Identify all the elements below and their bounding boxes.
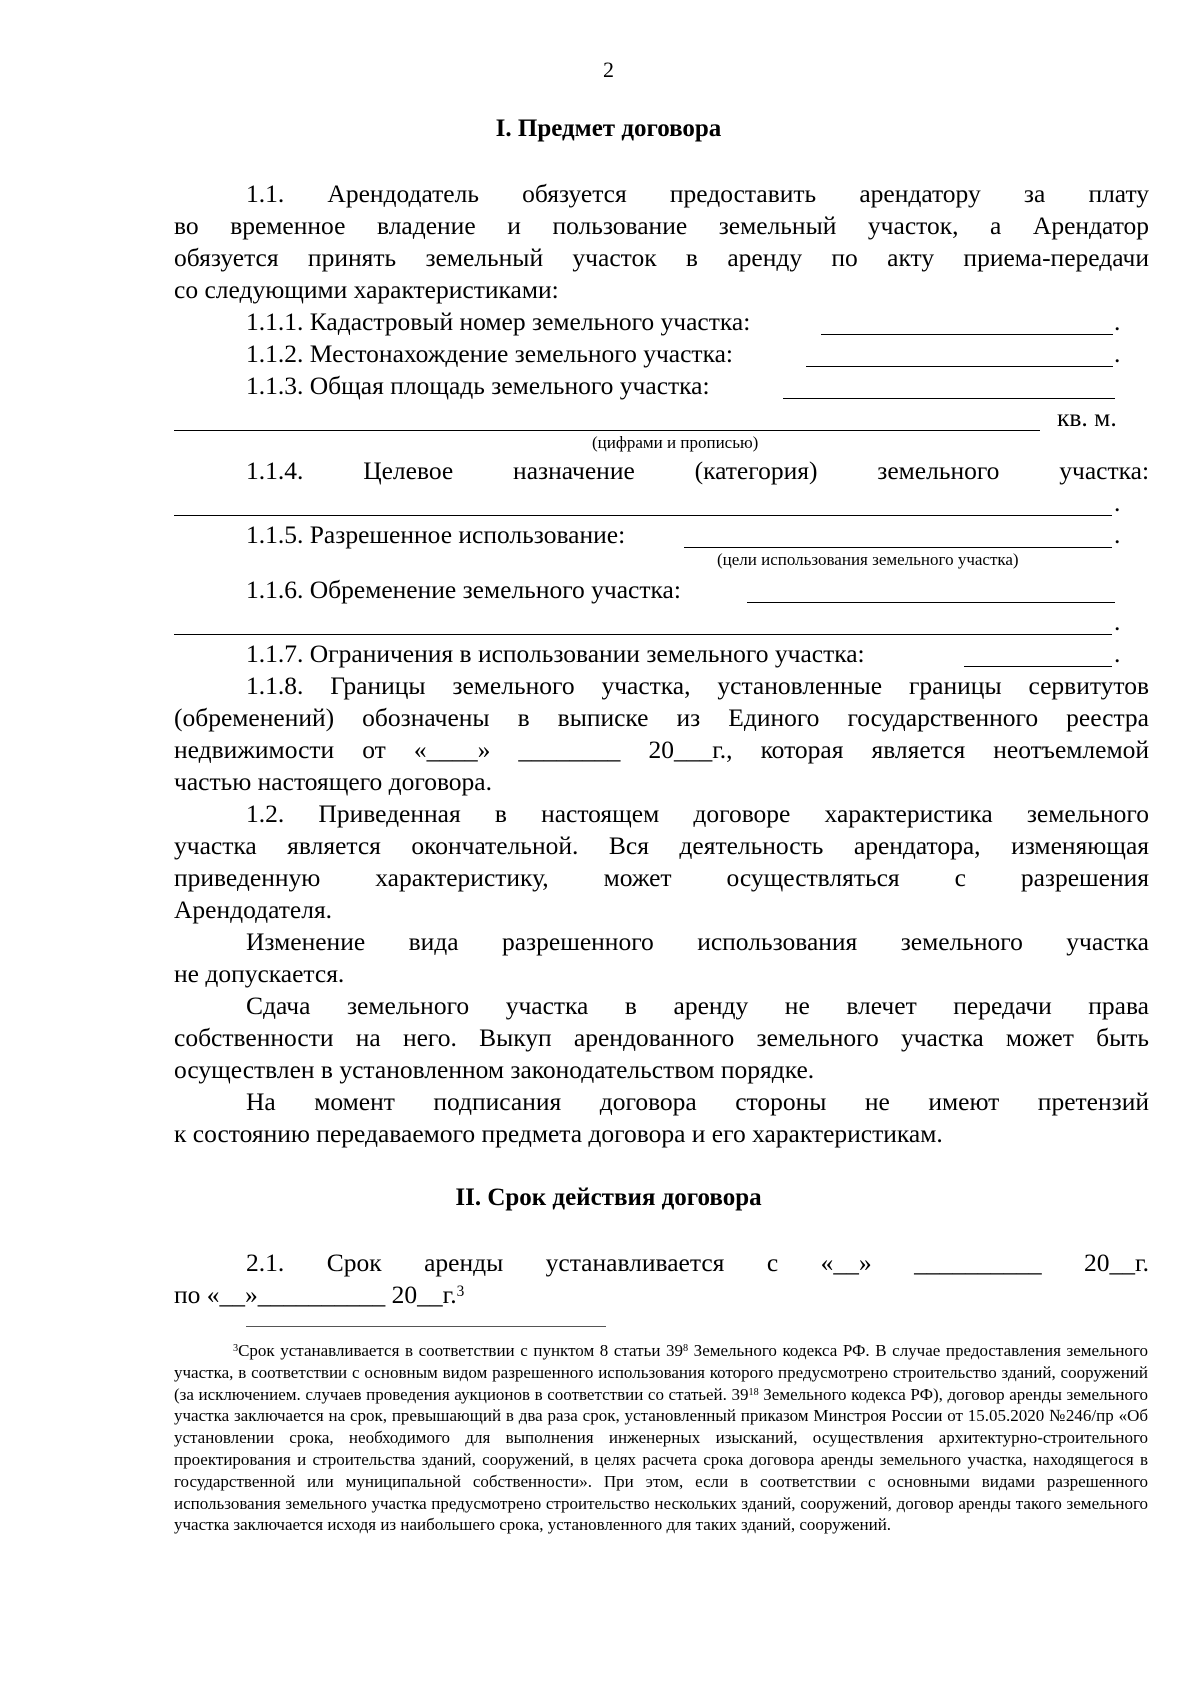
permitted-use-caption: (цели использования земельного участка) — [717, 550, 1019, 569]
area-blank-1 — [783, 398, 1115, 399]
period: . — [1114, 639, 1121, 668]
area-unit: кв. м. — [1057, 403, 1117, 432]
clause-2-1-line-1: 2.1. Срок аренды устанавливается с «__» __________ 20__г. — [246, 1248, 1149, 1277]
purpose-blank — [174, 515, 1112, 516]
cadastral-number-blank — [821, 334, 1113, 335]
item-1-1-1-label: 1.1.1. Кадастровый номер земельного участка: — [246, 307, 751, 336]
area-caption: (цифрами и прописью) — [592, 433, 759, 452]
section-1-title: I. Предмет договора — [495, 115, 722, 142]
item-1-1-7-label: 1.1.7. Ограничения в использовании земельного участка: — [246, 639, 865, 668]
encumbrance-blank-2 — [174, 634, 1112, 635]
footnote-separator — [246, 1326, 606, 1327]
clause-1-2-line-3: приведенную характеристику, может осуществляться с разрешения — [174, 863, 1150, 892]
clause-1-1-line-2: во временное владение и пользование земельный участок, а Арендатор — [174, 211, 1149, 240]
clause-1-1-line-1: 1.1. Арендодатель обязуется предоставить арендатору за плату — [246, 179, 1150, 208]
item-1-1-8-line-1: 1.1.8. Границы земельного участка, установленные границы сервитутов — [246, 671, 1149, 700]
item-1-1-2-label: 1.1.2. Местонахождение земельного участка: — [246, 339, 733, 368]
para-lease-line-1: Сдача земельного участка в аренду не влечет передачи права — [246, 991, 1149, 1020]
page-number: 2 — [603, 57, 614, 82]
area-blank-2 — [174, 430, 1040, 431]
clause-2-1-line-2: по «__»__________ 20__г.$^3$ — [174, 1280, 465, 1309]
para-lease-line-2: собственности на него. Выкуп арендованного земельного участка может быть — [174, 1023, 1149, 1052]
item-1-1-4-label: 1.1.4. Целевое назначение (категория) земельного участка: — [246, 456, 1150, 485]
period: . — [1114, 488, 1121, 517]
para-change-line-2: не допускается. — [174, 959, 345, 988]
para-moment-line-1: На момент подписания договора стороны не имеют претензий — [246, 1087, 1149, 1116]
item-1-1-3-label: 1.1.3. Общая площадь земельного участка: — [246, 371, 710, 400]
permitted-use-blank — [684, 547, 1112, 548]
encumbrance-blank-1 — [747, 602, 1115, 603]
footnote: $^3$Срок устанавливается в соответствии с пунктом 8 статьи $39^8$ Земельного кодекса РФ. В случае предоставления земельного участка, в соответствии с основным видом разрешенного использования которого предусмотрено строительство зданий, сооружений (за исключением. случаев проведения аукционов в соответствии со статьей. $39^{18}$ Земельного кодекса РФ), договор аренды земельного участка заключается на срок, превышающий в два раза срок, установленный приказом Минстроя России от 15.05.2020 №246/пр «Об установлении срока, необходимого для выполнения инженерных изысканий, осуществления архитектурно-строительного проектирования и строительства зданий, сооружений, в целях расчета срока договора аренды земельного участка, находящегося в государственной или муниципальной собственности». При этом, если в соответствии с основными видами разрешенного использования земельного участка предусмотрено строительство нескольких зданий, сооружений, договор аренды такого земельного участка заключается исходя из наибольшего срока, установленного для таких зданий, сооружений. — [174, 1341, 1148, 1535]
clause-1-2-line-2: участка является окончательной. Вся деятельность арендатора, изменяющая — [174, 831, 1149, 860]
item-1-1-5-label: 1.1.5. Разрешенное использование: — [246, 520, 626, 549]
item-1-1-8-line-2: (обременений) обозначены в выписке из Единого государственного реестра — [174, 703, 1149, 732]
restrictions-blank — [964, 666, 1112, 667]
item-1-1-8-line-4: частью настоящего договора. — [174, 767, 493, 796]
clause-1-2-line-1: 1.2. Приведенная в настоящем договоре характеристика земельного — [246, 799, 1149, 828]
clause-1-2-line-4: Арендодателя. — [174, 895, 333, 924]
period: . — [1114, 607, 1121, 636]
item-1-1-8-line-3: недвижимости от «____» ________ 20___г., которая является неотъемлемой — [174, 735, 1149, 764]
location-blank — [806, 366, 1113, 367]
footnote-ref[interactable]: 3 — [456, 1283, 465, 1301]
para-change-line-1: Изменение вида разрешенного использования земельного участка — [246, 927, 1149, 956]
clause-1-1-line-3: обязуется принять земельный участок в аренду по акту приема-передачи — [174, 243, 1149, 272]
para-moment-line-2: к состоянию передаваемого предмета договора и его характеристикам. — [174, 1119, 943, 1148]
footnote-mark: 3 — [233, 1343, 239, 1355]
clause-1-1-line-4: со следующими характеристиками: — [174, 275, 559, 304]
section-2-title: II. Срок действия договора — [455, 1184, 762, 1211]
period: . — [1114, 339, 1121, 368]
period: . — [1114, 307, 1121, 336]
para-lease-line-3: осуществлен в установленном законодательством порядке. — [174, 1055, 815, 1084]
item-1-1-6-label: 1.1.6. Обременение земельного участка: — [246, 575, 681, 604]
period: . — [1114, 520, 1121, 549]
